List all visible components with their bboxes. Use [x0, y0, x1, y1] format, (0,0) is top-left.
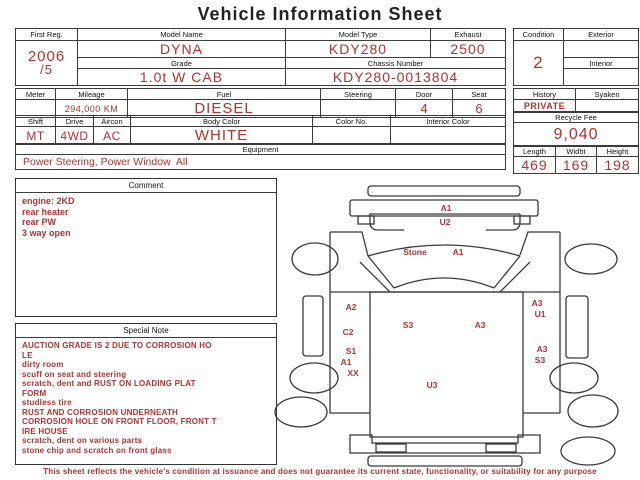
chassis-number-value: KDY280-0013804 — [286, 69, 506, 86]
exhaust-value: 2500 — [431, 41, 506, 58]
svg-text:U3: U3 — [426, 380, 438, 390]
windshield-right-edge — [494, 256, 520, 288]
first-reg-value: 2006 /5 — [16, 41, 78, 86]
svg-text:S3: S3 — [534, 355, 546, 365]
recycle-fee-table — [513, 111, 639, 147]
aircon-header: Aircon — [94, 116, 131, 127]
seat-header: Seat — [453, 89, 506, 100]
disclaimer-text: This sheet reflects the vehicle's condition at issuance and does not guarantee its current state, functionality, or suitability for any purpose — [43, 467, 597, 476]
grade-header: Grade — [78, 58, 286, 69]
width-header: Widht — [556, 146, 597, 157]
model-name-value: DYNA — [78, 41, 286, 58]
diagram-labels — [341, 203, 548, 390]
special-note-box — [15, 323, 277, 465]
comment-header: Comment — [16, 179, 276, 193]
front-top-bar — [368, 186, 520, 196]
cargo-bed — [370, 292, 523, 437]
svg-text:C2: C2 — [342, 327, 354, 337]
svg-text:XX: XX — [347, 368, 359, 378]
side-guard-left — [303, 296, 323, 356]
registration-table — [15, 28, 506, 86]
exterior-value — [564, 41, 639, 58]
door-header: Door — [396, 89, 453, 100]
svg-text:A1: A1 — [452, 247, 464, 257]
comment-body: engine: 2KD rear heater rear PW 3 way open — [22, 196, 75, 238]
color-no-header: Color No. — [313, 116, 391, 127]
steering-header: Steering — [321, 89, 396, 100]
body-color-value: WHITE — [131, 127, 313, 145]
front-notch-right — [514, 216, 530, 224]
equipment-table — [15, 143, 506, 170]
rear-bottom-bar — [368, 456, 522, 466]
history-value: PRIVATE — [514, 100, 576, 113]
front-notch-left — [358, 216, 374, 224]
exhaust-header: Exhaust — [431, 29, 506, 41]
svg-text:A3: A3 — [536, 344, 548, 354]
svg-text:A2: A2 — [345, 302, 357, 312]
model-type-header: Model Type — [286, 29, 431, 41]
length-header: Length — [514, 146, 556, 157]
fuel-header: Fuel — [128, 89, 321, 100]
interior-header: Interior — [564, 58, 639, 69]
windshield-top-arc — [368, 245, 520, 256]
spare-tire — [561, 437, 615, 465]
specs-table-b — [15, 115, 506, 145]
svg-text:A3: A3 — [474, 320, 486, 330]
drive-value: 4WD — [56, 127, 94, 145]
shift-header: Shift — [16, 116, 56, 127]
fuel-value: DIESEL — [128, 100, 321, 118]
wheel-rear-left — [275, 397, 327, 427]
interior-color-value — [391, 127, 506, 145]
height-header: Height — [597, 146, 639, 157]
meter-header: Meter — [16, 89, 56, 100]
windshield-bottom-arc — [394, 278, 494, 288]
history-header: History — [514, 89, 576, 100]
chassis-number-header: Chassis Number — [286, 58, 506, 69]
seat-value: 6 — [453, 100, 506, 118]
width-value: 169 — [556, 157, 597, 174]
mileage-value: 294,000 KM — [56, 100, 128, 118]
special-note-header: Special Note — [16, 324, 276, 338]
first-reg-header: First Reg. — [16, 29, 78, 41]
svg-text:A1: A1 — [440, 203, 452, 213]
comment-box — [15, 178, 277, 317]
svg-text:U1: U1 — [534, 309, 546, 319]
door-value: 4 — [396, 100, 453, 118]
mirror-right — [565, 244, 617, 274]
height-value: 198 — [597, 157, 639, 174]
color-no-value — [313, 127, 391, 145]
side-guard-right — [566, 296, 588, 358]
mileage-header: Mileage — [56, 89, 128, 100]
tail-light-left — [376, 444, 406, 452]
recycle-fee-value: 9,040 — [514, 123, 639, 147]
wheel-front-left — [290, 363, 338, 393]
body-color-header: Body Color — [131, 116, 313, 127]
grade-value: 1.0t W CAB — [78, 69, 286, 86]
svg-text:U2: U2 — [439, 217, 451, 227]
svg-text:S1: S1 — [345, 346, 357, 356]
shift-value: MT — [16, 127, 56, 145]
svg-text:A1: A1 — [340, 357, 352, 367]
svg-text:Stone: Stone — [403, 247, 427, 257]
svg-text:S3: S3 — [402, 320, 414, 330]
aircon-value: AC — [94, 127, 131, 145]
syaken-header: Syaken — [576, 89, 639, 100]
equipment-value: Power Steering, Power Window All — [16, 155, 506, 170]
condition-header: Condition — [514, 29, 564, 41]
mirror-left — [292, 243, 338, 275]
tail-light-right — [486, 444, 516, 452]
condition-table — [513, 28, 639, 86]
wheel-rear-right — [568, 395, 618, 427]
page-title: Vehicle Information Sheet — [197, 4, 443, 24]
vehicle-damage-diagram — [270, 178, 640, 480]
specs-table-a — [15, 88, 506, 118]
drive-header: Drive — [56, 116, 94, 127]
length-value: 469 — [514, 157, 556, 174]
recycle-fee-header: Recycle Fee — [514, 112, 639, 123]
exterior-header: Exterior — [564, 29, 639, 41]
dimensions-table — [513, 145, 639, 174]
interior-value — [564, 69, 639, 86]
history-table — [513, 88, 639, 113]
interior-color-header: Interior Color — [391, 116, 506, 127]
model-type-value: KDY280 — [286, 41, 431, 58]
equipment-header: Equipment — [16, 144, 506, 155]
a-pillar-right — [500, 262, 530, 292]
special-note-body: AUCTION GRADE IS 2 DUE TO CORROSION HO LE dirty room scuff on seat and steering scratch, dent and RUST ON LOADING PLAT FORM studless tire RUST AND CORROSION UNDERNEATH CORROSION HOLE ON FRONT FLOOR, FRONT T IRE HOUSE scratch, dent on various parts stone chip and scratch on front glass — [22, 341, 217, 455]
condition-value: 2 — [514, 41, 564, 86]
svg-text:A3: A3 — [531, 298, 543, 308]
model-name-header: Model Name — [78, 29, 286, 41]
cab-corner-right — [520, 232, 560, 255]
wheel-front-right — [550, 363, 598, 393]
